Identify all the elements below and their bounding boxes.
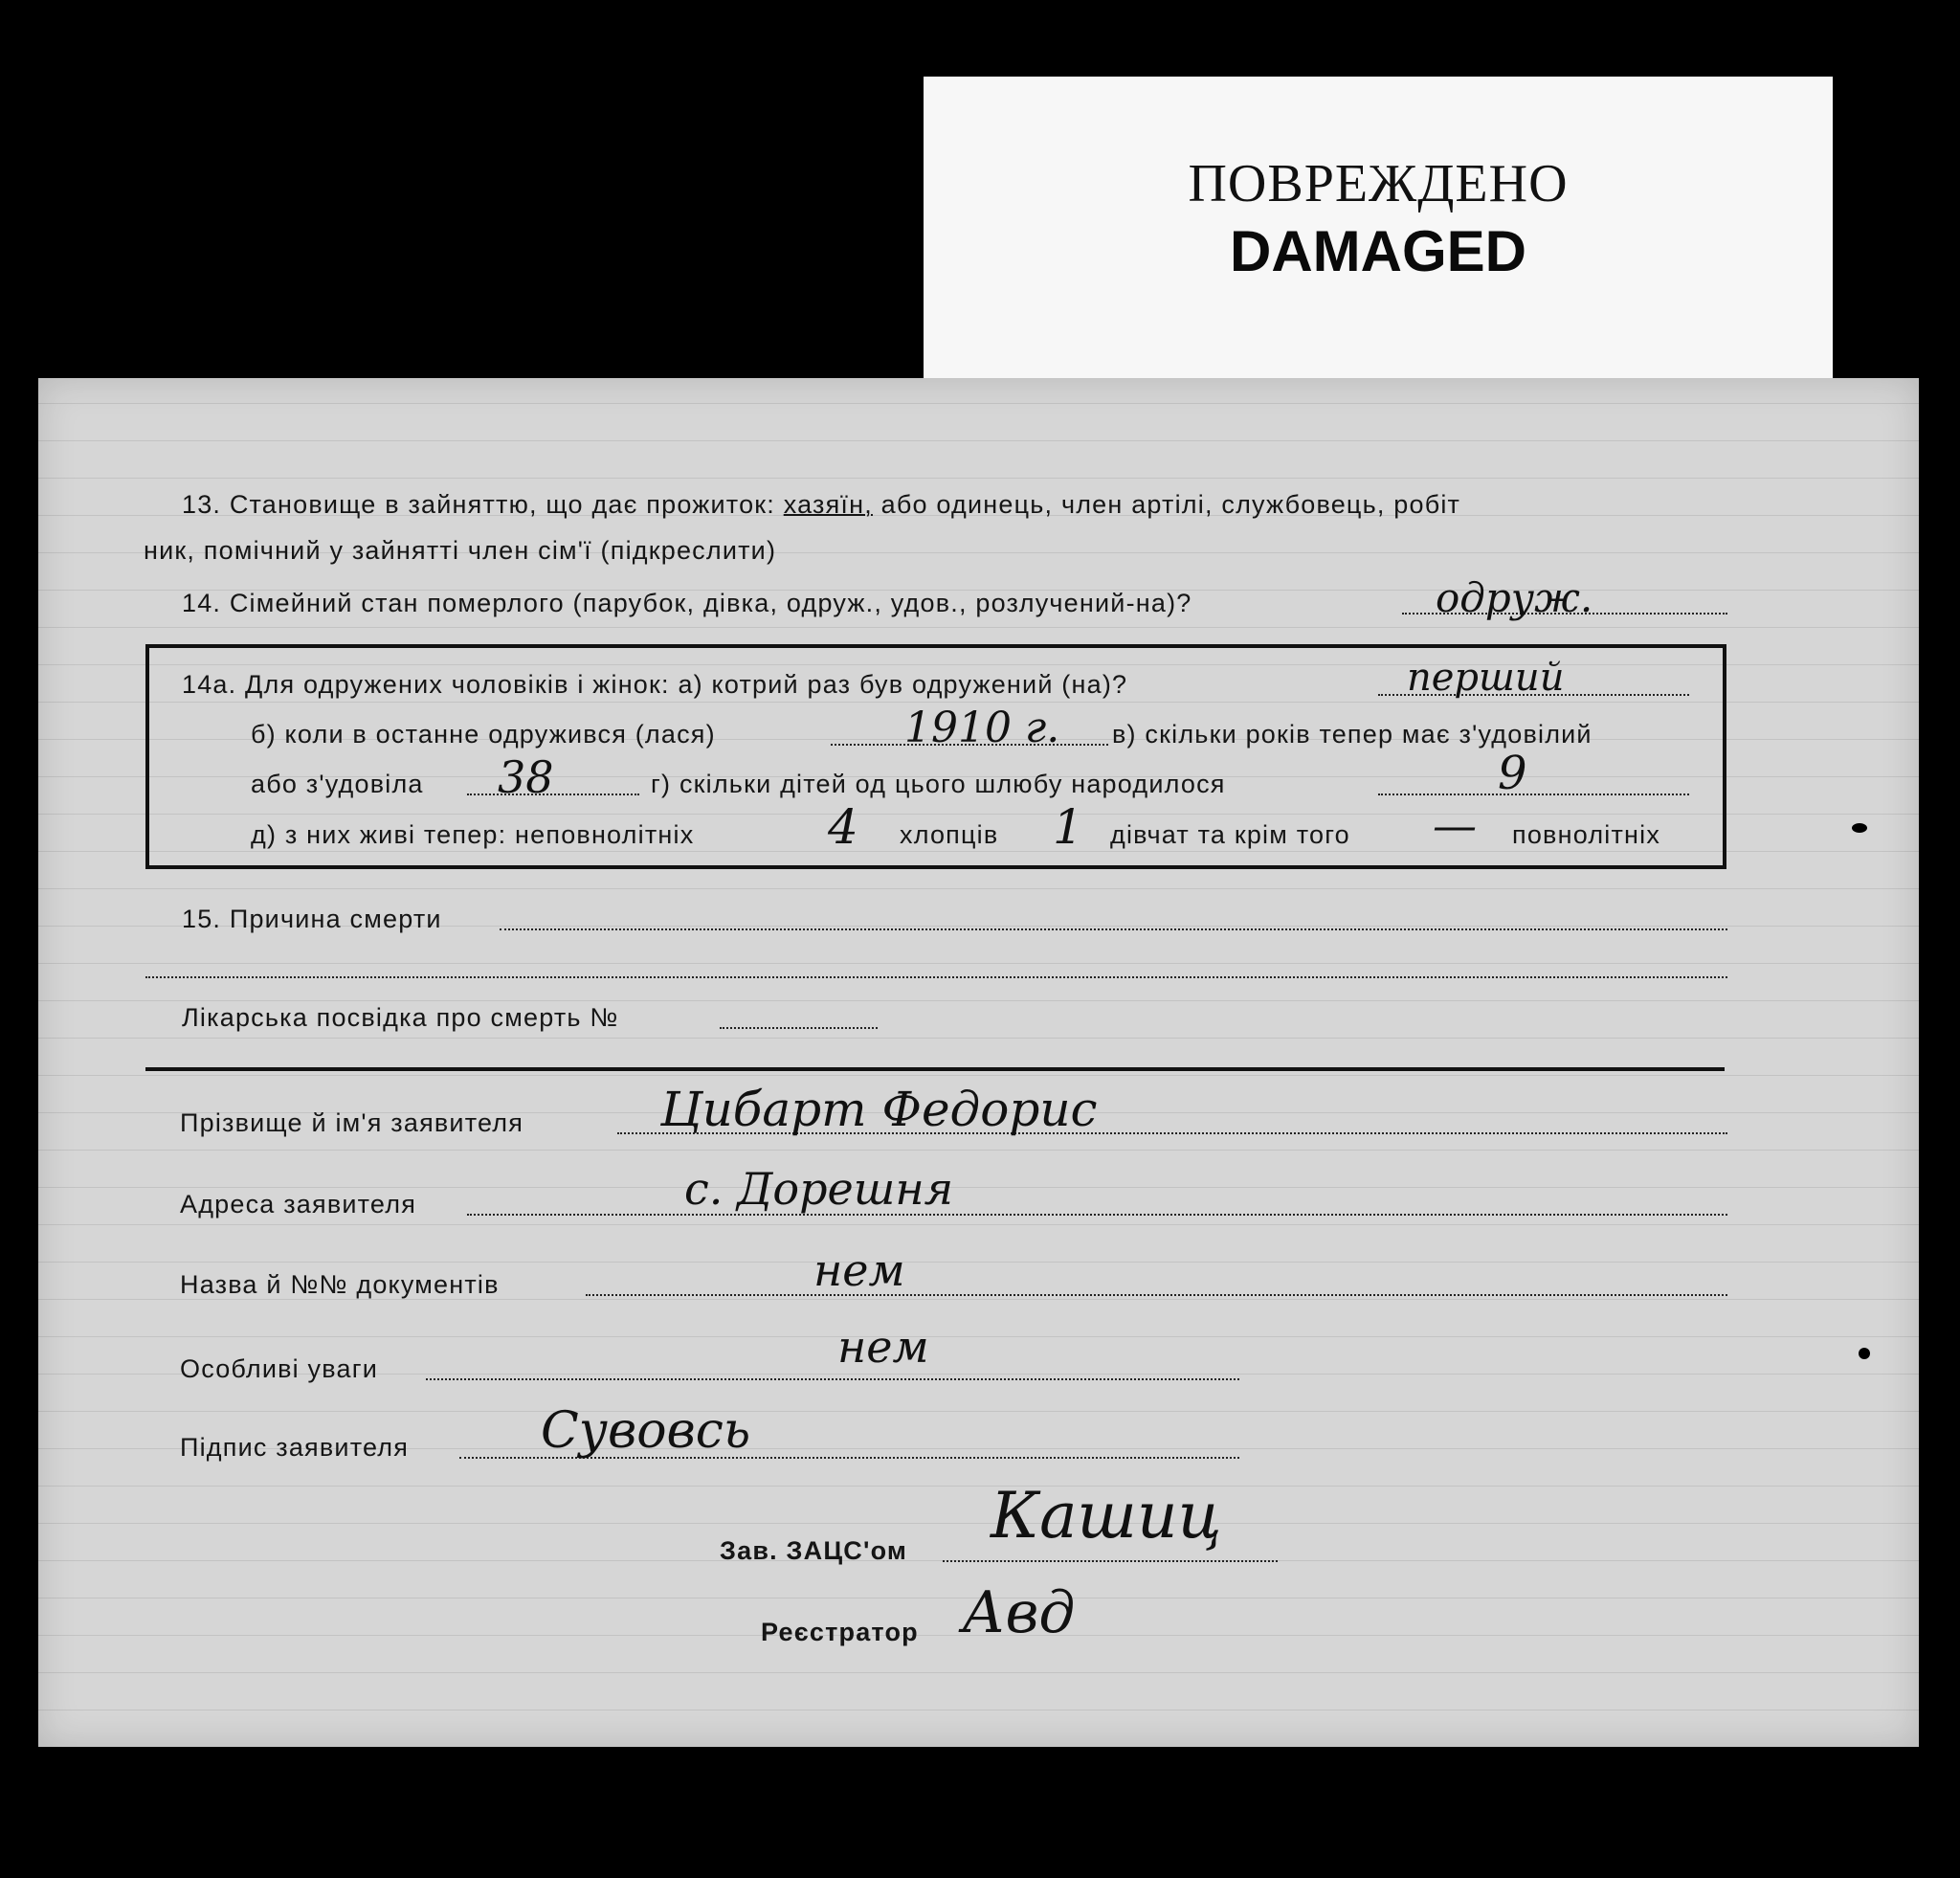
q14a-line4-girls: дівчат та крім того: [1110, 820, 1350, 849]
scan-speck: [1859, 1348, 1870, 1359]
scan-speck: [1852, 823, 1867, 833]
q13-text-end: або одинець, член артілі, службовець, робіт: [872, 490, 1461, 519]
q14a-b-answer: 1910 г.: [904, 704, 1060, 752]
medical-certificate-label: Лікарська посвідка про смерть №: [182, 1003, 619, 1032]
head-label: Зав. ЗАЦС'ом: [720, 1536, 908, 1565]
q14a-line3-mid: г) скільки дітей од цього шлюбу народилося: [651, 770, 1226, 798]
applicant-address-label: Адреса заявителя: [180, 1190, 417, 1218]
q14-label: 14. Сімейний стан померлого (парубок, дівка, одруж., удов., розлучений-на)?: [182, 589, 1192, 617]
documents-value: нем: [813, 1244, 905, 1296]
q15-label: 15. Причина смерти: [182, 905, 442, 933]
q14a-g-answer: 9: [1498, 747, 1527, 800]
q14a-girls-answer: 1: [1053, 799, 1083, 855]
q14a-v-answer: 38: [498, 751, 554, 803]
q14a-minors-answer: 4: [828, 799, 858, 855]
applicant-address-value: с. Дорешня: [684, 1163, 954, 1215]
q14a-line1: 14а. Для одружених чоловіків і жінок: а) котрий раз був одружений (на)?: [182, 670, 1128, 699]
damaged-notice-card: [924, 77, 1833, 392]
signature-label: Підпис заявителя: [180, 1433, 410, 1462]
q13-line1: [182, 490, 1460, 520]
q15-answer-line: [500, 928, 1727, 930]
applicant-name-label: Прізвище й ім'я заявителя: [180, 1108, 524, 1137]
q13-line2: ник, помічний у зайнятті член сім'ї (підкреслити): [144, 536, 777, 565]
section-divider: [145, 1067, 1725, 1071]
registrar-label: Реєстратор: [761, 1618, 919, 1646]
q14a-adults-answer: —: [1433, 799, 1477, 851]
damaged-label-ru: ПОВРЕЖДЕНО: [1188, 154, 1569, 213]
bleed-through-texture: [38, 378, 1919, 1747]
q14a-line2-end: в) скільки років тепер має з'удовілий: [1112, 720, 1592, 749]
applicant-address-line: [467, 1214, 1727, 1216]
documents-label: Назва й №№ документів: [180, 1270, 500, 1299]
head-signature: Кашиц: [991, 1479, 1222, 1553]
q15-answer-line-2: [145, 976, 1727, 978]
head-signature-line: [943, 1560, 1278, 1562]
registrar-signature: Авд: [962, 1579, 1076, 1646]
medical-certificate-line: [720, 1027, 878, 1029]
q14a-line4-start: д) з них живі тепер: неповнолітніх: [251, 820, 695, 849]
applicant-name-value: Цибарт Федорис: [660, 1082, 1098, 1137]
q14a-line4-adults: повнолітніх: [1512, 820, 1661, 849]
q14a-line4-boys: хлопців: [900, 820, 999, 849]
q14a-g-answer-line: [1378, 794, 1689, 795]
remarks-value: нем: [837, 1321, 929, 1373]
q14a-line2-start: б) коли в останне одружився (лася): [251, 720, 716, 749]
damaged-label-en: DAMAGED: [1230, 219, 1526, 283]
q13-underlined-option: хазяїн,: [783, 490, 873, 519]
q13-text-start: 13. Становище в зайняттю, що дає прожиток:: [182, 490, 784, 519]
remarks-label: Особливі уваги: [180, 1354, 379, 1383]
death-record-form: [38, 378, 1919, 1747]
q14a-line3-start: або з'удовіла: [251, 770, 424, 798]
q14a-a-answer: перший: [1407, 656, 1565, 700]
q14-answer: одруж.: [1436, 574, 1593, 621]
remarks-line: [426, 1378, 1239, 1380]
documents-line: [586, 1294, 1727, 1296]
applicant-signature: Сувовсь: [541, 1402, 751, 1460]
